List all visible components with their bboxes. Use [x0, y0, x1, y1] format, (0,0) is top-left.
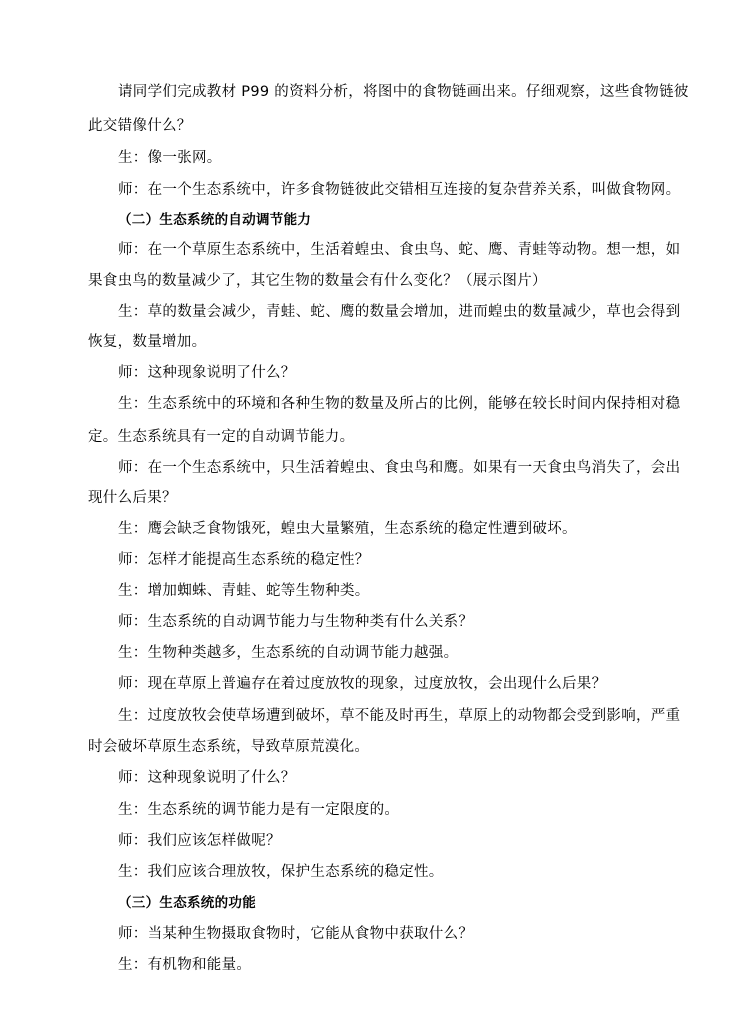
paragraph-line: 生：过度放牧会使草场遭到破坏，草不能及时再生，草原上的动物都会受到影响，严重	[118, 708, 681, 724]
paragraph-line: 生：增加蜘蛛、青蛙、蛇等生物种类。	[118, 583, 370, 599]
paragraph-line: 现什么后果？	[88, 490, 177, 506]
paragraph-line: 师：这种现象说明了什么？	[118, 770, 296, 786]
paragraph-line: 师：怎样才能提高生态系统的稳定性？	[118, 552, 370, 568]
paragraph-line: 生：草的数量会减少，青蛙、蛇、鹰的数量会增加，进而蝗虫的数量减少，草也会得到	[118, 304, 681, 320]
paragraph-line: 恢复，数量增加。	[88, 334, 207, 350]
section-heading: （二）生态系统的自动调节能力	[118, 212, 312, 228]
paragraph-line: 生：像一张网。	[118, 150, 222, 166]
paragraph-line: 师：在一个生态系统中，许多食物链彼此交错相互连接的复杂营养关系，叫做食物网。	[118, 182, 681, 198]
paragraph-line: 生：生态系统的调节能力是有一定限度的。	[118, 802, 400, 818]
paragraph-line: 师：在一个草原生态系统中，生活着蝗虫、食虫鸟、蛇、鹰、青蛙等动物。想一想，如	[118, 242, 681, 258]
paragraph-line: 师：这种现象说明了什么？	[118, 365, 296, 381]
paragraph-line: 时会破坏草原生态系统，导致草原荒漠化。	[88, 739, 370, 755]
paragraph-line: 生：生态系统中的环境和各种生物的数量及所占的比例，能够在较长时间内保持相对稳	[118, 396, 681, 412]
paragraph-line: 师：当某种生物摄取食物时，它能从食物中获取什么？	[118, 926, 474, 942]
paragraph-line: 师：生态系统的自动调节能力与生物种类有什么关系？	[118, 614, 474, 630]
paragraph-line: 果食虫鸟的数量减少了，其它生物的数量会有什么变化？（展示图片）	[88, 273, 547, 289]
paragraph-line: 生：生物种类越多，生态系统的自动调节能力越强。	[118, 645, 459, 661]
paragraph-line: 此交错像什么？	[88, 118, 192, 134]
paragraph-line: 定。生态系统具有一定的自动调节能力。	[88, 429, 355, 445]
paragraph-line: 师：在一个生态系统中，只生活着蝗虫、食虫鸟和鹰。如果有一天食虫鸟消失了，会出	[118, 460, 681, 476]
paragraph-line: 生：有机物和能量。	[118, 957, 252, 973]
paragraph-line: 师：现在草原上普遍存在着过度放牧的现象，过度放牧，会出现什么后果？	[118, 676, 607, 692]
paragraph-line: 生：鹰会缺乏食物饿死，蝗虫大量繁殖，生态系统的稳定性遭到破坏。	[118, 521, 577, 537]
paragraph-line: 师：我们应该怎样做呢？	[118, 833, 281, 849]
paragraph-line: 请同学们完成教材 P99 的资料分析，将图中的食物链画出来。仔细观察，这些食物链彼	[118, 84, 689, 100]
paragraph-line: 生：我们应该合理放牧，保护生态系统的稳定性。	[118, 864, 444, 880]
section-heading: （三）生态系统的功能	[118, 895, 256, 911]
